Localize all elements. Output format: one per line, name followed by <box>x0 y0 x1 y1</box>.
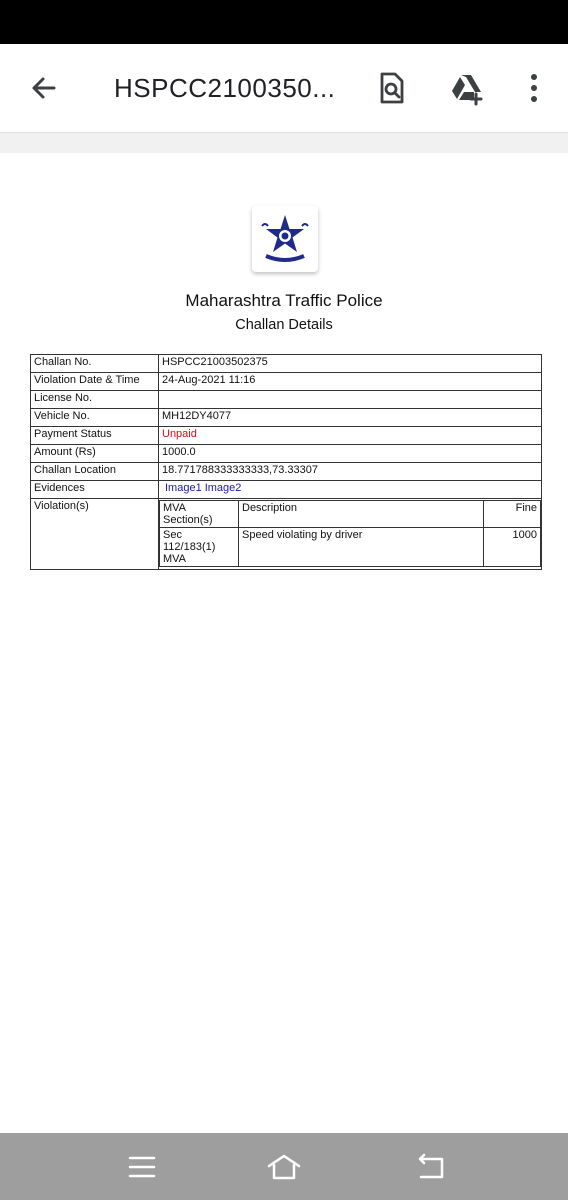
violation-section: Sec 112/183(1) MVA <box>160 528 239 567</box>
payment-status-value: Unpaid <box>159 427 542 445</box>
add-to-drive-button[interactable] <box>448 70 484 106</box>
evidence-links <box>159 481 542 499</box>
violations-header-row <box>160 501 541 528</box>
table-row <box>31 373 542 391</box>
app-bar <box>0 44 568 133</box>
row-label: Challan No. <box>31 355 159 373</box>
row-label: Vehicle No. <box>31 409 159 427</box>
header-description: Description <box>239 501 484 528</box>
challan-details-table <box>30 354 542 570</box>
recent-apps-button[interactable] <box>124 1149 160 1185</box>
violation-fine: 1000 <box>484 528 541 567</box>
violations-table <box>159 500 541 567</box>
document-subtitle: Challan Details <box>235 317 333 333</box>
table-row <box>31 499 542 570</box>
police-emblem-icon <box>252 206 318 272</box>
header-mva-section: MVA Section(s) <box>160 501 239 528</box>
drive-add-icon <box>448 70 488 106</box>
home-button[interactable] <box>266 1149 302 1185</box>
table-row <box>31 355 542 373</box>
row-value: 18.771788333333333,73.33307 <box>159 463 542 481</box>
evidence-image1-link[interactable]: Image1 <box>165 482 202 494</box>
table-row <box>31 391 542 409</box>
organization-title: Maharashtra Traffic Police <box>185 291 383 310</box>
arrow-left-icon <box>26 70 62 106</box>
violation-description: Speed violating by driver <box>239 528 484 567</box>
police-logo <box>252 206 318 272</box>
row-label: Violation Date & Time <box>31 373 159 391</box>
document-page <box>0 153 568 1133</box>
menu-icon <box>124 1149 160 1185</box>
viewer-background <box>0 133 568 153</box>
document-search-icon <box>374 70 410 106</box>
row-label: Evidences <box>31 481 159 499</box>
more-vert-icon <box>516 70 552 106</box>
violations-cell <box>159 499 542 570</box>
row-label: Violation(s) <box>31 499 159 570</box>
back-button[interactable] <box>26 70 62 106</box>
row-value <box>159 391 542 409</box>
table-row <box>31 481 542 499</box>
violation-row <box>160 528 541 567</box>
back-nav-button[interactable] <box>412 1149 448 1185</box>
evidence-image2-link[interactable]: Image2 <box>204 482 242 494</box>
table-row <box>31 427 542 445</box>
row-label: Amount (Rs) <box>31 445 159 463</box>
status-bar <box>0 0 568 44</box>
table-row <box>31 445 542 463</box>
find-in-document-button[interactable] <box>374 70 410 106</box>
home-icon <box>266 1149 302 1185</box>
row-value: 1000.0 <box>159 445 542 463</box>
row-label: License No. <box>31 391 159 409</box>
row-value: HSPCC21003502375 <box>159 355 542 373</box>
row-label: Challan Location <box>31 463 159 481</box>
document-title: HSPCC2100350... <box>114 73 336 103</box>
row-value: 24-Aug-2021 11:16 <box>159 373 542 391</box>
navigation-bar <box>0 1133 568 1200</box>
header-fine: Fine <box>484 501 541 528</box>
row-label: Payment Status <box>31 427 159 445</box>
back-nav-icon <box>412 1149 448 1185</box>
table-row <box>31 409 542 427</box>
table-row <box>31 463 542 481</box>
more-options-button[interactable] <box>516 70 552 106</box>
row-value: MH12DY4077 <box>159 409 542 427</box>
